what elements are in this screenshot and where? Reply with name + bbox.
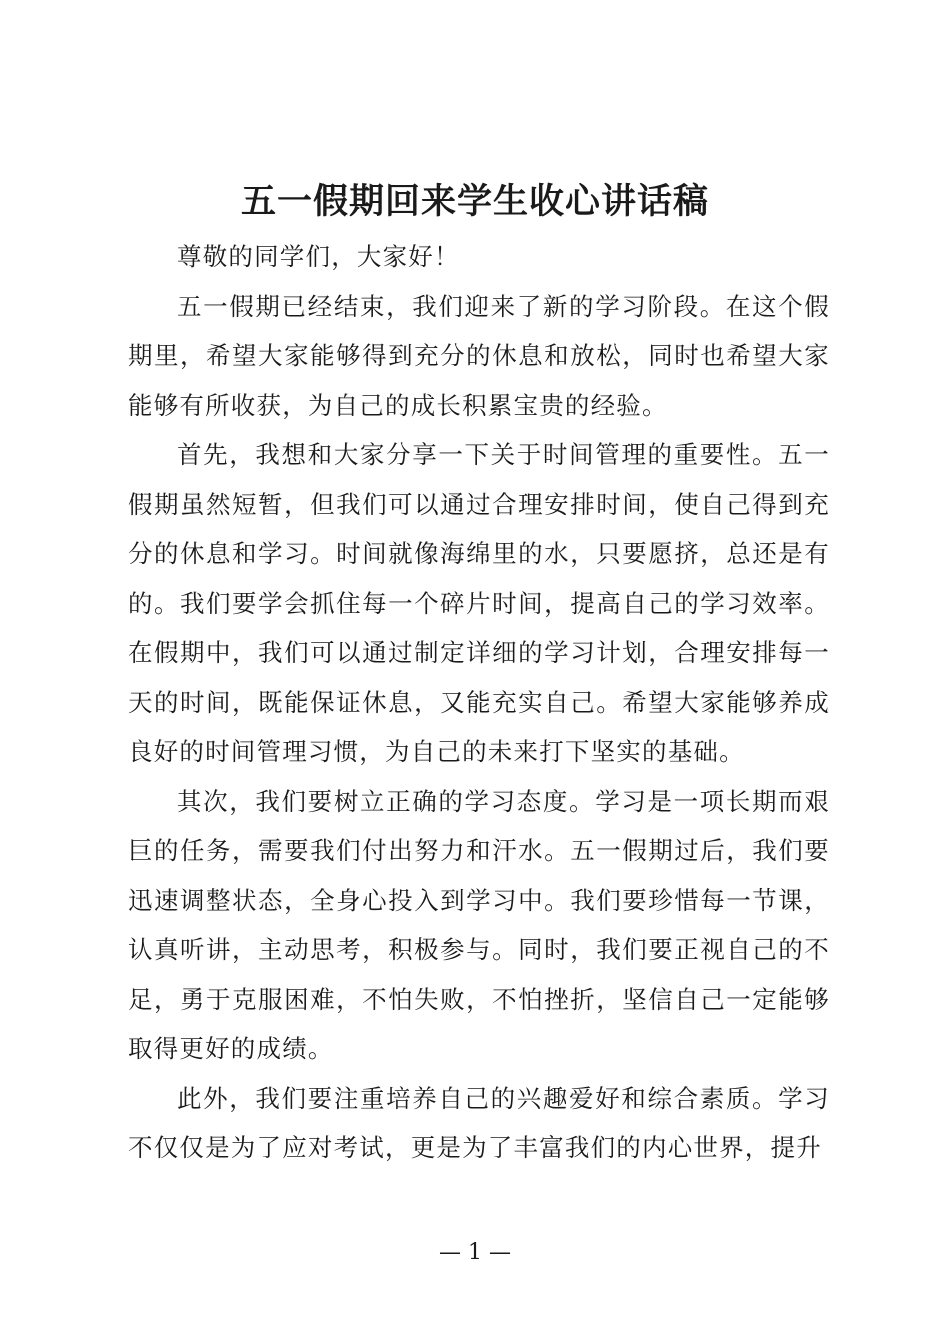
paragraph-interests: 此外，我们要注重培养自己的兴趣爱好和综合素质。学习不仅仅是为了应对考试，更是为了丰富我们的内心世界，提升 xyxy=(128,1083,830,1162)
paragraph-greeting: 尊敬的同学们，大家好！ xyxy=(177,242,460,271)
paragraph-time-management: 首先，我想和大家分享一下关于时间管理的重要性。五一假期虽然短暂，但我们可以通过合理安排时间，使自己得到充分的休息和学习。时间就像海绵里的水，只要愿挤，总还是有的。我们要学会抓住每一个碎片时间，提高自己的学习效率。在假期中，我们可以通过制定详细的学习计划，合理安排每一天的时间，既能保证休息，又能充实自己。希望大家能够养成良好的时间管理习惯，为自己的未来打下坚实的基础。 xyxy=(128,440,830,766)
document-body xyxy=(128,232,830,1173)
document-title: 五一假期回来学生收心讲话稿 xyxy=(240,181,709,222)
page-number: — 1 — xyxy=(439,1240,511,1265)
paragraph-intro: 五一假期已经结束，我们迎来了新的学习阶段。在这个假期里，希望大家能够得到充分的休息和放松，同时也希望大家能够有所收获，为自己的成长积累宝贵的经验。 xyxy=(128,291,830,420)
paragraph-learning-attitude: 其次，我们要树立正确的学习态度。学习是一项长期而艰巨的任务，需要我们付出努力和汗水。五一假期过后，我们要迅速调整状态，全身心投入到学习中。我们要珍惜每一节课，认真听讲，主动思考，积极参与。同时，我们要正视自己的不足，勇于克服困难，不怕失败，不怕挫折，坚信自己一定能够取得更好的成绩。 xyxy=(128,786,830,1063)
